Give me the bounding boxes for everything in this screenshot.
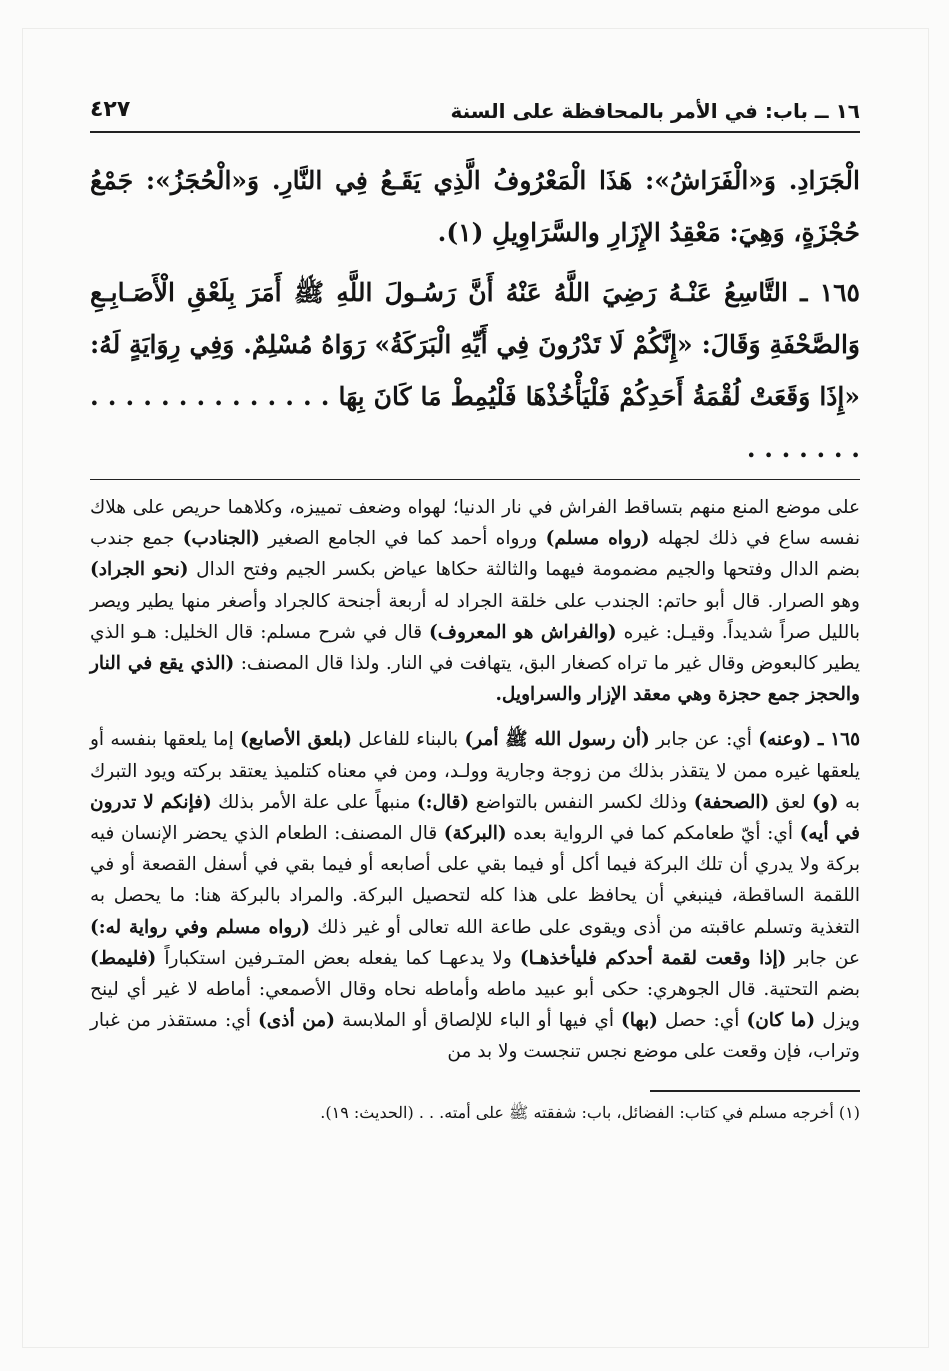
bold-quote: (ما كان) [746, 1010, 816, 1032]
footnote: (١) أخرجه مسلم في كتاب: الفضائل، باب: شفقته ﷺ على أمته. . . (الحديث: ١٩). [320, 1102, 860, 1122]
bold-quote: (والفراش هو المعروف) [429, 621, 617, 643]
hadith-number: ١٦٥ ـ [800, 278, 860, 307]
running-header [90, 95, 860, 133]
commentary-text: أي: حصل [657, 1010, 747, 1032]
bold-quote: (البركة) [443, 823, 507, 845]
commentary [90, 492, 860, 1068]
commentary-text: قال في شرح مسلم: قال الخليل: هـو الذي يطير كالبعوض وقال غير ما تراه كصغار البق، يتهافت في النار. ولذا قال المصنف: [90, 621, 860, 675]
bold-quote: (الذي يقع في النار والحجز جمع حجزة وهي معقد الإزار والسراويل. [90, 653, 860, 706]
bold-quote: (فليمط) [90, 947, 157, 969]
commentary-text: قال المصنف: الطعام الذي يحضر الإنسان فيه بركة ولا يدري أن تلك البركة فيما أكل أو فيما بقي على أصابعه أو فيما بقي في أسفل القصعة أو في اللقمة الساقطة، فينبغي أن يحافظ على هذا كله لتحصيل البركة. والمراد بالبركة هنا: ما يحصل به التغذية وتسلم عاقبته من أذى ويقوى على طاعة الله تعالى أو غير ذلك [90, 823, 860, 938]
bold-quote: (رواه مسلم وفي رواية له:) [90, 916, 311, 938]
commentary-text: جمع جندب بضم الدال وفتحها والجيم مضمومة فيهما والثالثة حكاها عياض بكسر الجيم وفتح الدال [90, 528, 860, 581]
bold-quote: (إذا وقعت لقمة أحدكم فليأخذهـا) [519, 947, 787, 969]
continuation-dots: . . . . . . . . . . . . . . . . . . . . . [90, 382, 860, 463]
commentary-text: أي فيها أو الباء للإلصاق أو الملابسة [334, 1010, 622, 1032]
bold-quote: (وعنه) [758, 729, 812, 751]
bold-quote: (نحو الجراد) [90, 559, 189, 581]
commentary-paragraph-2 [90, 724, 860, 1067]
commentary-text: ورواه أحمد كما في الجامع الصغير [259, 528, 546, 550]
page-number: ٤٢٧ [90, 97, 131, 122]
bold-quote: (فإنكم لا تدرون في أيه) [90, 791, 860, 845]
bold-quote: (بلعق الأصابع) [239, 729, 352, 751]
bold-quote: (رواه مسلم) [545, 528, 650, 550]
separator-line [90, 479, 860, 480]
bold-quote: (من أذى) [257, 1010, 335, 1032]
bold-quote: (قال:) [416, 791, 470, 813]
hadith-continuation: الْجَرَادِ. وَ«الْفَرَاشُ»: هَذَا الْمَعْرُوفُ الَّذِي يَقَـعُ فِي النَّارِ. وَ«الْحُجَزُ»: جَمْعُ حُجْزَةٍ، وَهِيَ: مَعْقِدُ الإِزَارِ والسَّرَاوِيلِ (١). [90, 166, 860, 247]
hadith-body: التَّاسِعُ عَنْـهُ رَضِيَ اللَّهُ عَنْهُ أَنَّ رَسُـولَ اللَّهِ ﷺ أَمَرَ بِلَعْقِ الْأَصَـابِـعِ وَالصَّحْفَةِ وَقَالَ: «إِنَّكُمْ لَا تَدْرُونَ فِي أَيِّهِ الْبَرَكَةُ» رَوَاهُ مُسْلِمٌ. وَفِي رِوَايَةٍ لَهُ: «إِذَا وَقَعَتْ لُقْمَةُ أَحَدِكُمْ فَلْيَأْخُذْهَا فَلْيُمِطْ مَا كَانَ بِهَا [90, 278, 860, 411]
commentary-text: أي: عن جابر [649, 729, 759, 751]
commentary-text: وهو الصرار. قال أبو حاتم: الجندب على خلقة الجراد له أربعة أجنحة كالجراد وأصغر منها يطير ويصر بالليل صراً شديداً. وقيـل: غيره [90, 590, 860, 643]
commentary-text: إما يلعقها بنفسه أو يلعقها غيره ممن لا يتقذر بذلك من زوجة وجارية وولـد، ومن في معناه كتلميذ يعتقد بركته ويود التبرك به [90, 729, 860, 813]
chapter-title: ١٦ ــ باب: في الأمر بالمحافظة على السنة [450, 99, 860, 123]
commentary-text: وذلك لكسر النفس بالتواضع [469, 791, 694, 813]
commentary-text: أي: أيّ طعامكم كما في الرواية بعده [506, 823, 800, 845]
commentary-text: بضم التحتية. قال الجوهري: حكى أبو عبيد ماطه وأماطه نحاه وقال الأصمعي: أماطه لا غير أي لينح ويزل [90, 979, 860, 1032]
commentary-text: أي: مستقذر من غبار وتراب، فإن وقعت على موضع نجس تنجست ولا بد من [90, 1010, 860, 1063]
book-page [90, 95, 860, 1305]
footnote-separator [650, 1090, 860, 1092]
bold-quote: (أن رسول الله ﷺ أمر) [464, 729, 650, 751]
commentary-text: بالبناء للفاعل [351, 729, 465, 751]
bold-quote: (الصحفة) [693, 791, 770, 813]
hadith-text [90, 155, 860, 475]
bold-quote: ١٦٥ ـ [811, 729, 861, 751]
hadith-165 [90, 267, 860, 475]
commentary-text: على موضع المنع منهم بتساقط الفراش في نار الدنيا؛ لهواه وضعف تمييزه، وكلاهما حريص على هلاك نفسه ساع في ذلك لجهله [90, 497, 861, 550]
commentary-text: لعق [769, 791, 813, 813]
commentary-paragraph-1 [90, 492, 860, 710]
commentary-text: منبهاً على علة الأمر بذلك [211, 791, 417, 813]
commentary-text: ولا يدعهـا كما يفعله بعض المتـرفين استكباراً [156, 947, 520, 969]
bold-quote: (و) [812, 791, 839, 813]
commentary-text: عن جابر [786, 947, 861, 969]
bold-quote: (الجنادب) [182, 528, 260, 550]
bold-quote: (بها) [621, 1010, 658, 1032]
